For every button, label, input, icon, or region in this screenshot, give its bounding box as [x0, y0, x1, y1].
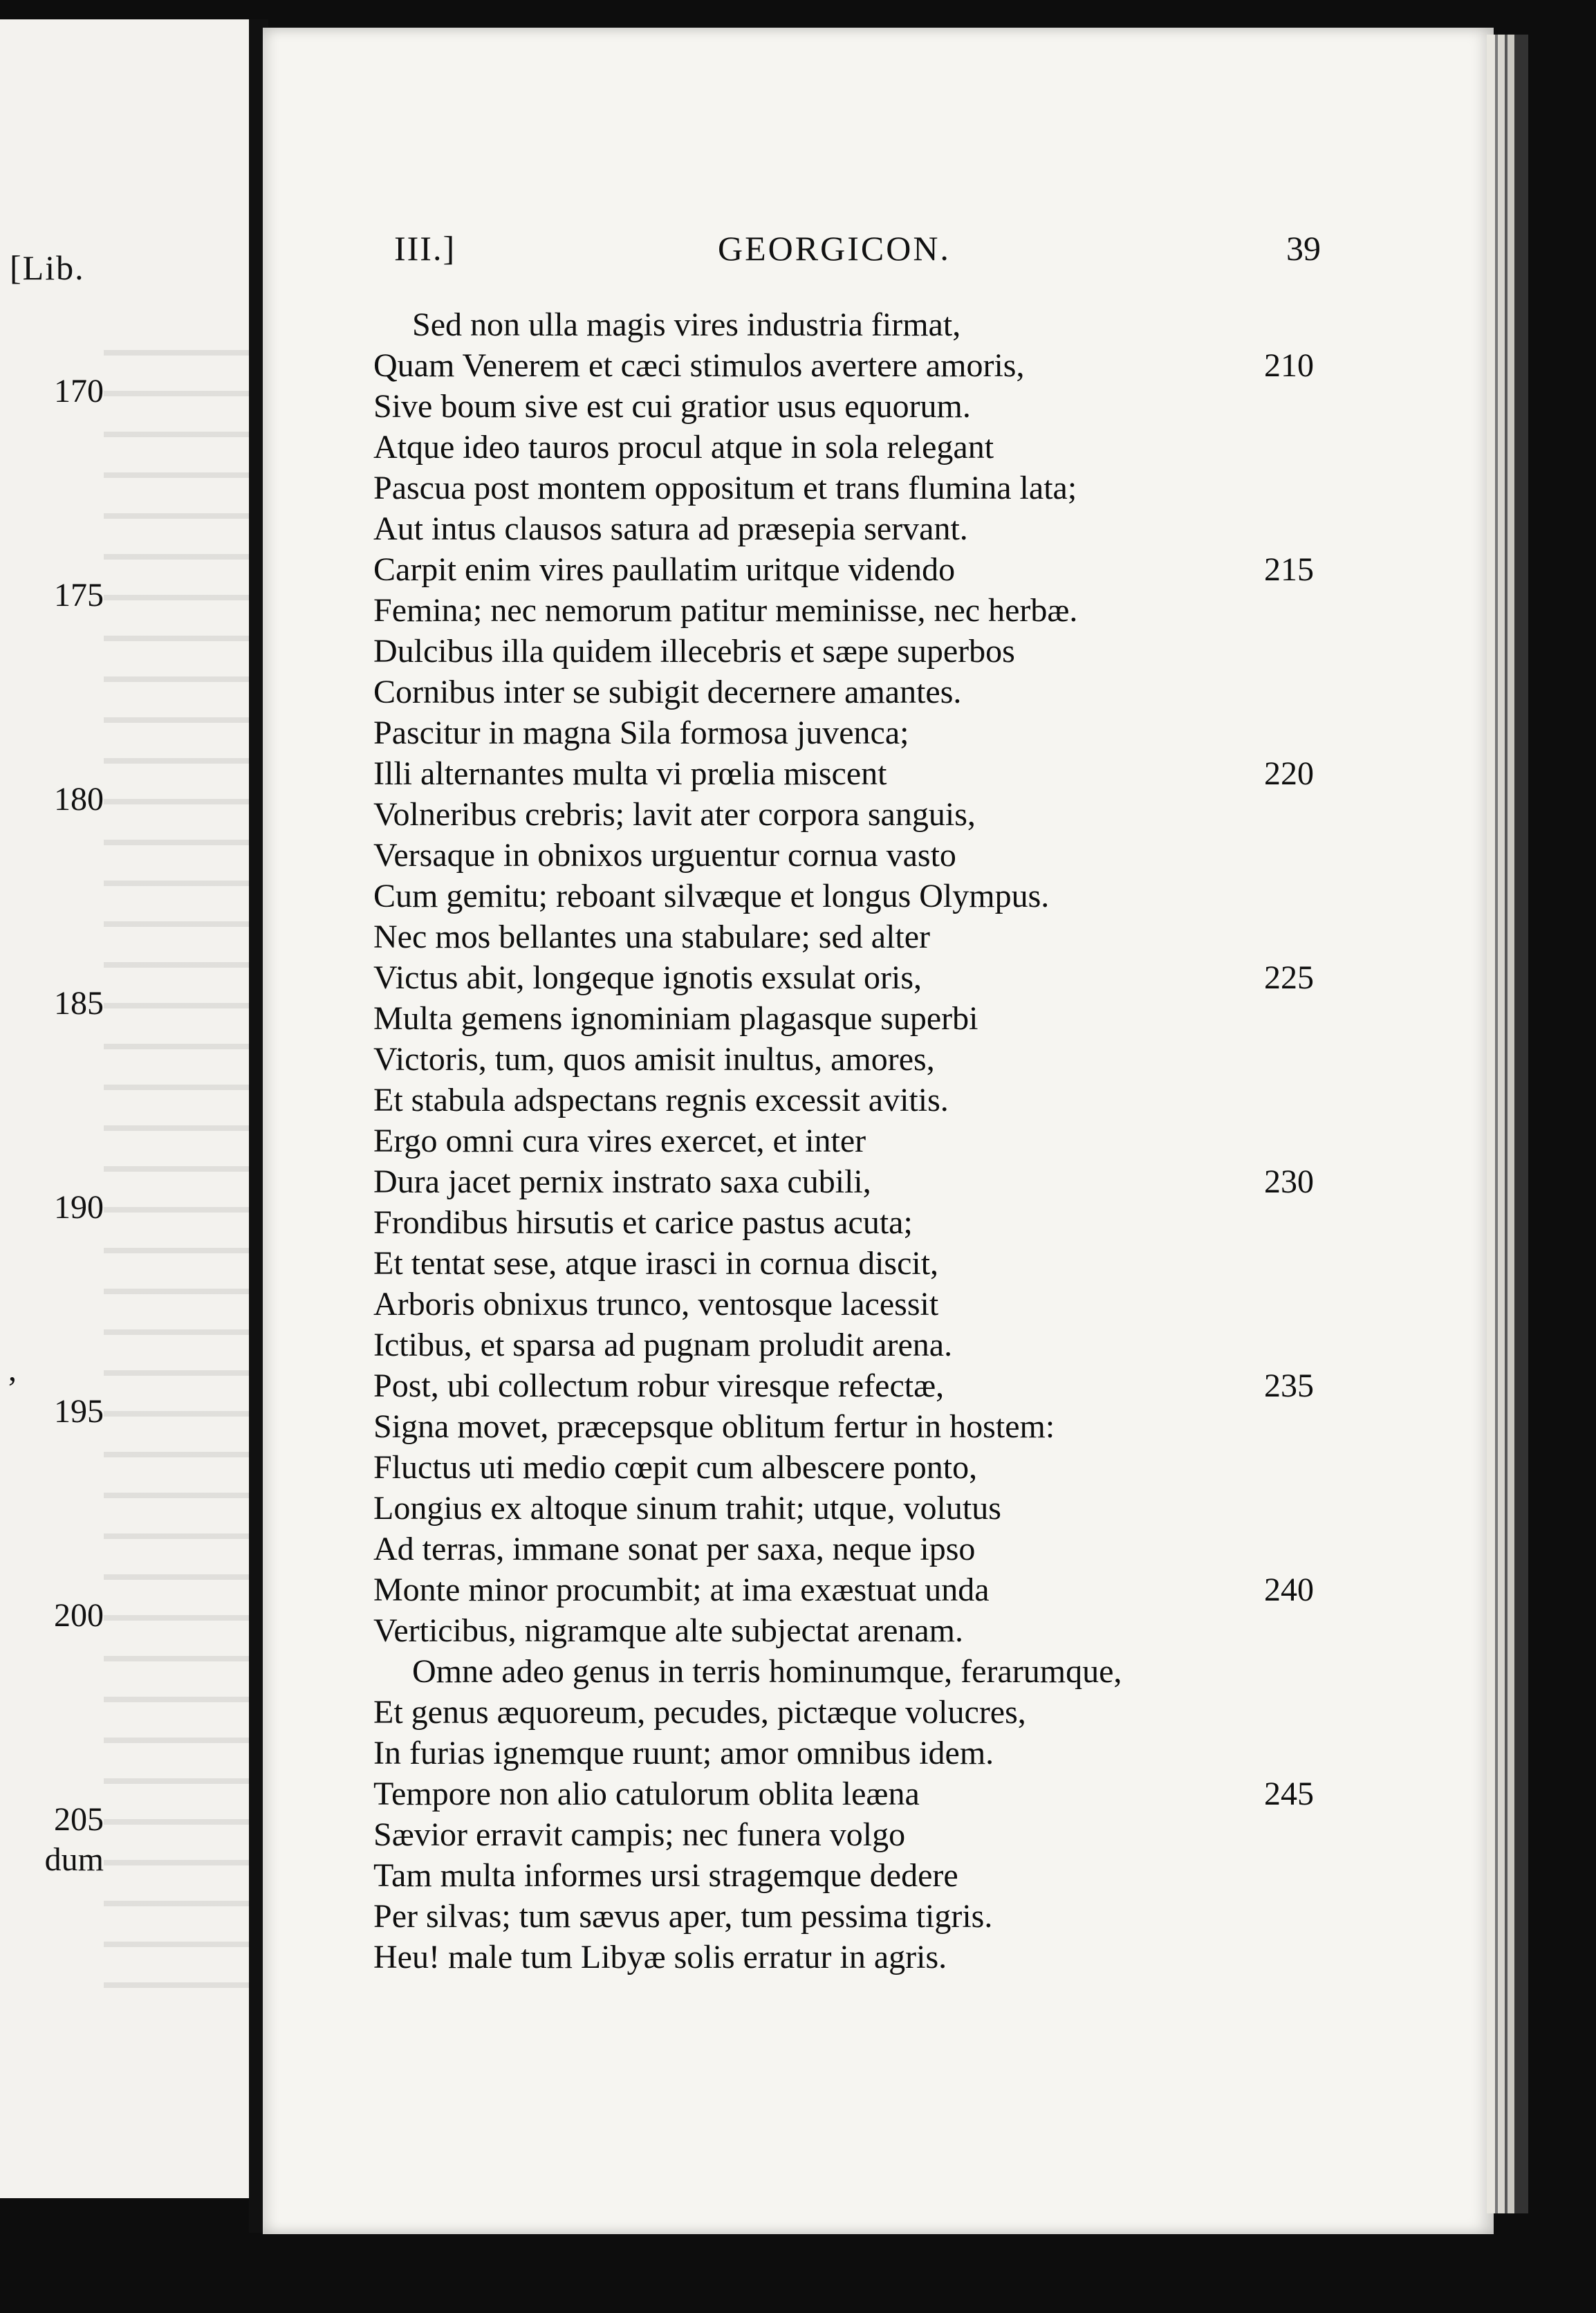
left-line-number: 190	[54, 1189, 104, 1226]
verse-line	[373, 386, 1314, 427]
verse-line	[373, 1733, 1314, 1773]
left-line-number: 175	[54, 577, 104, 614]
verse-line	[373, 1243, 1314, 1284]
verse-line	[373, 508, 1314, 549]
line-number: 230	[1264, 1163, 1314, 1200]
verse-line	[373, 794, 1314, 835]
verse-block	[373, 304, 1314, 1978]
verse-text: Victus abit, longeque ignotis exsulat oris,	[373, 959, 922, 996]
verse-line	[373, 1161, 1314, 1202]
verse-line	[373, 1529, 1314, 1569]
verse-text: Verticibus, nigramque alte subjectat arenam.	[373, 1612, 964, 1649]
verse-line	[373, 1202, 1314, 1243]
verse-line	[373, 427, 1314, 468]
verse-text: Pascitur in magna Sila formosa juvenca;	[373, 715, 909, 751]
verse-text: Fluctus uti medio cœpit cum albescere ponto,	[373, 1449, 978, 1486]
left-page	[0, 19, 253, 2198]
verse-text: Arboris obnixus trunco, ventosque lacessit	[373, 1286, 939, 1323]
verse-text: Omne adeo genus in terris hominumque, ferarumque,	[412, 1653, 1122, 1690]
left-line-number: 170	[54, 373, 104, 409]
verse-line	[373, 1406, 1314, 1447]
verse-line	[373, 1651, 1314, 1692]
line-number: 215	[1264, 551, 1314, 588]
line-number: 220	[1264, 755, 1314, 792]
left-line-number: 185	[54, 985, 104, 1022]
verse-line	[373, 1039, 1314, 1080]
verse-text: Nec mos bellantes una stabulare; sed alter	[373, 919, 931, 955]
verse-text: Versaque in obnixos urguentur cornua vasto	[373, 837, 956, 874]
verse-line	[373, 1937, 1314, 1978]
verse-line	[373, 835, 1314, 876]
left-running-head: [Lib.	[10, 248, 85, 287]
left-line-number: 200	[54, 1597, 104, 1634]
page-title: GEORGICON.	[718, 229, 951, 268]
verse-text: Tempore non alio catulorum oblita leæna	[373, 1776, 920, 1812]
verse-line	[373, 590, 1314, 631]
page-edges	[1487, 35, 1528, 2213]
verse-text: Sed non ulla magis vires industria firmat,	[412, 306, 961, 343]
verse-text: Multa gemens ignominiam plagasque superbi	[373, 1000, 978, 1037]
verse-text: Atque ideo tauros procul atque in sola relegant	[373, 429, 994, 466]
book-section: III.]	[394, 229, 456, 268]
verse-text: Et tentat sese, atque irasci in cornua discit,	[373, 1245, 939, 1282]
verse-text: Heu! male tum Libyæ solis erratur in agris.	[373, 1939, 947, 1975]
verse-text: Cum gemitu; reboant silvæque et longus Olympus.	[373, 878, 1050, 914]
verse-text: Et stabula adspectans regnis excessit avitis.	[373, 1082, 949, 1118]
verse-text: Sævior erravit campis; nec funera volgo	[373, 1816, 906, 1853]
left-line-number: 205	[54, 1801, 104, 1838]
verse-text: Aut intus clausos satura ad præsepia servant.	[373, 510, 968, 547]
verse-text: Post, ubi collectum robur viresque refectæ,	[373, 1367, 945, 1404]
verse-text: Ergo omni cura vires exercet, et inter	[373, 1123, 866, 1159]
verse-text: Cornibus inter se subigit decernere amantes.	[373, 674, 962, 710]
bleed-through-text	[104, 324, 249, 2018]
verse-line	[373, 1080, 1314, 1121]
line-number: 210	[1264, 347, 1314, 384]
verse-text: Dulcibus illa quidem illecebris et sæpe superbos	[373, 633, 1015, 670]
line-number: 245	[1264, 1776, 1314, 1812]
left-line-number: 195	[54, 1393, 104, 1430]
verse-line	[373, 631, 1314, 672]
verse-line	[373, 753, 1314, 794]
line-number: 225	[1264, 959, 1314, 996]
verse-line	[373, 1692, 1314, 1733]
verse-line	[373, 304, 1314, 345]
verse-line	[373, 1447, 1314, 1488]
left-word-fragment: dum	[44, 1841, 104, 1878]
verse-text: Ictibus, et sparsa ad pugnam proludit arena.	[373, 1327, 953, 1363]
verse-text: Volneribus crebris; lavit ater corpora sanguis,	[373, 796, 976, 833]
verse-text: Pascua post montem oppositum et trans flumina lata;	[373, 470, 1077, 506]
verse-text: Ad terras, immane sonat per saxa, neque ipso	[373, 1531, 976, 1567]
verse-text: In furias ignemque ruunt; amor omnibus idem.	[373, 1735, 994, 1771]
verse-text: Frondibus hirsutis et carice pastus acuta;	[373, 1204, 913, 1241]
verse-line	[373, 672, 1314, 712]
verse-line	[373, 712, 1314, 753]
left-punctuation-fragment: ,	[8, 1352, 17, 1388]
verse-line	[373, 1325, 1314, 1365]
verse-line	[373, 998, 1314, 1039]
verse-line	[373, 1488, 1314, 1529]
verse-line	[373, 1121, 1314, 1161]
verse-line	[373, 1365, 1314, 1406]
line-number: 235	[1264, 1367, 1314, 1404]
verse-text: Signa movet, præcepsque oblitum fertur in hostem:	[373, 1408, 1055, 1445]
verse-text: Quam Venerem et cæci stimulos avertere amoris,	[373, 347, 1025, 384]
verse-text: Sive boum sive est cui gratior usus equorum.	[373, 388, 971, 425]
verse-text: Victoris, tum, quos amisit inultus, amores,	[373, 1041, 935, 1078]
verse-text: Et genus æquoreum, pecudes, pictæque volucres,	[373, 1694, 1026, 1731]
verse-line	[373, 1896, 1314, 1937]
verse-line	[373, 1773, 1314, 1814]
verse-line	[373, 549, 1314, 590]
left-line-number: 180	[54, 781, 104, 818]
verse-line	[373, 957, 1314, 998]
line-number: 240	[1264, 1572, 1314, 1608]
verse-text: Tam multa informes ursi stragemque dedere	[373, 1857, 958, 1894]
verse-line	[373, 1855, 1314, 1896]
verse-text: Dura jacet pernix instrato saxa cubili,	[373, 1163, 871, 1200]
verse-line	[373, 345, 1314, 386]
verse-line	[373, 1814, 1314, 1855]
verse-text: Illi alternantes multa vi prœlia miscent	[373, 755, 887, 792]
verse-line	[373, 1569, 1314, 1610]
verse-line	[373, 1284, 1314, 1325]
page-number: 39	[1286, 229, 1321, 268]
verse-line	[373, 468, 1314, 508]
verse-text: Femina; nec nemorum patitur meminisse, nec herbæ.	[373, 592, 1078, 629]
verse-line	[373, 876, 1314, 916]
verse-text: Carpit enim vires paullatim uritque videndo	[373, 551, 956, 588]
verse-line	[373, 916, 1314, 957]
running-head	[394, 228, 1321, 277]
verse-text: Per silvas; tum sævus aper, tum pessima tigris.	[373, 1898, 993, 1935]
verse-text: Longius ex altoque sinum trahit; utque, volutus	[373, 1490, 1001, 1527]
verse-text: Monte minor procumbit; at ima exæstuat unda	[373, 1572, 990, 1608]
verse-line	[373, 1610, 1314, 1651]
